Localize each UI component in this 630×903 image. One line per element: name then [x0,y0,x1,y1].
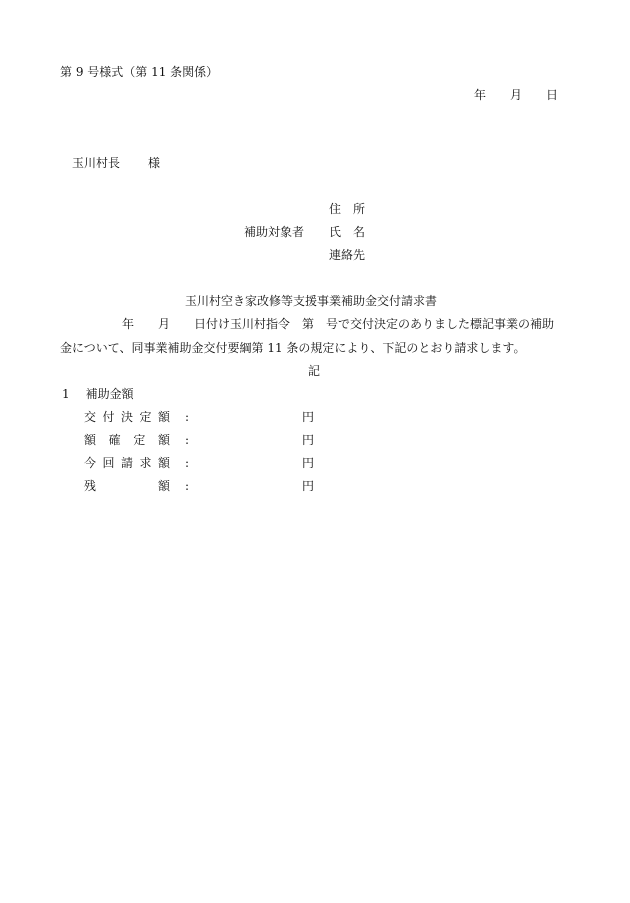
label-char: 定 [139,410,152,424]
label-char: 回 [102,456,115,470]
date-month: 月 [510,88,523,102]
section-number: 1 [62,387,70,401]
addressee [72,157,160,169]
amount-label [84,411,170,423]
form-number: 第 9 号様式（第 11 条関係） [60,65,219,79]
label-char: 決 [120,410,133,424]
ki-heading: 記 [308,364,321,378]
amount-colon: : [185,479,190,493]
label-char: 今 [84,456,97,470]
date-year: 年 [474,88,487,102]
date-line [474,89,558,101]
label-char: 交 [84,410,97,424]
amount-row-balance [84,480,344,494]
label-char: 請 [120,456,133,470]
amount-unit: 円 [302,479,315,493]
label-char: 確 [108,433,121,447]
contact-label: 連絡先 [329,248,366,262]
label-char: 額 [157,456,170,470]
addressee-name: 玉川村長 [72,156,121,170]
amount-label [84,457,170,469]
amount-row-current-request [84,457,344,471]
label-char: 求 [139,456,152,470]
body-text-line-1: 年 月 日付け玉川村指令 第 号で交付決定のありました標記事業の補助 [122,317,555,331]
label-char: 額 [84,433,97,447]
amount-colon: : [185,433,190,447]
document-title: 玉川村空き家改修等支援事業補助金交付請求書 [185,294,438,308]
amount-label [84,434,170,446]
amount-unit: 円 [302,433,315,447]
label-char: 額 [157,479,170,493]
section-heading [62,388,134,400]
section-title: 補助金額 [85,387,134,401]
recipient-role: 補助対象者 [244,225,305,239]
amount-row-confirmed [84,434,344,448]
label-char: 額 [157,410,170,424]
name-label: 氏名 [329,225,378,239]
label-char: 定 [133,433,146,447]
label-char: 付 [102,410,115,424]
amount-colon: : [185,456,190,470]
amount-row-decided [84,411,344,425]
amount-label [84,480,170,492]
body-text-line-2: 金について、同事業補助金交付要綱第 11 条の規定により、下記のとおり請求します。 [60,341,526,355]
label-char: 額 [157,433,170,447]
amount-unit: 円 [302,456,315,470]
date-day: 日 [546,88,559,102]
amount-colon: : [185,410,190,424]
amount-unit: 円 [302,410,315,424]
addressee-honorific: 様 [148,156,161,170]
label-char: 残 [84,479,97,493]
address-label: 住所 [329,202,378,216]
